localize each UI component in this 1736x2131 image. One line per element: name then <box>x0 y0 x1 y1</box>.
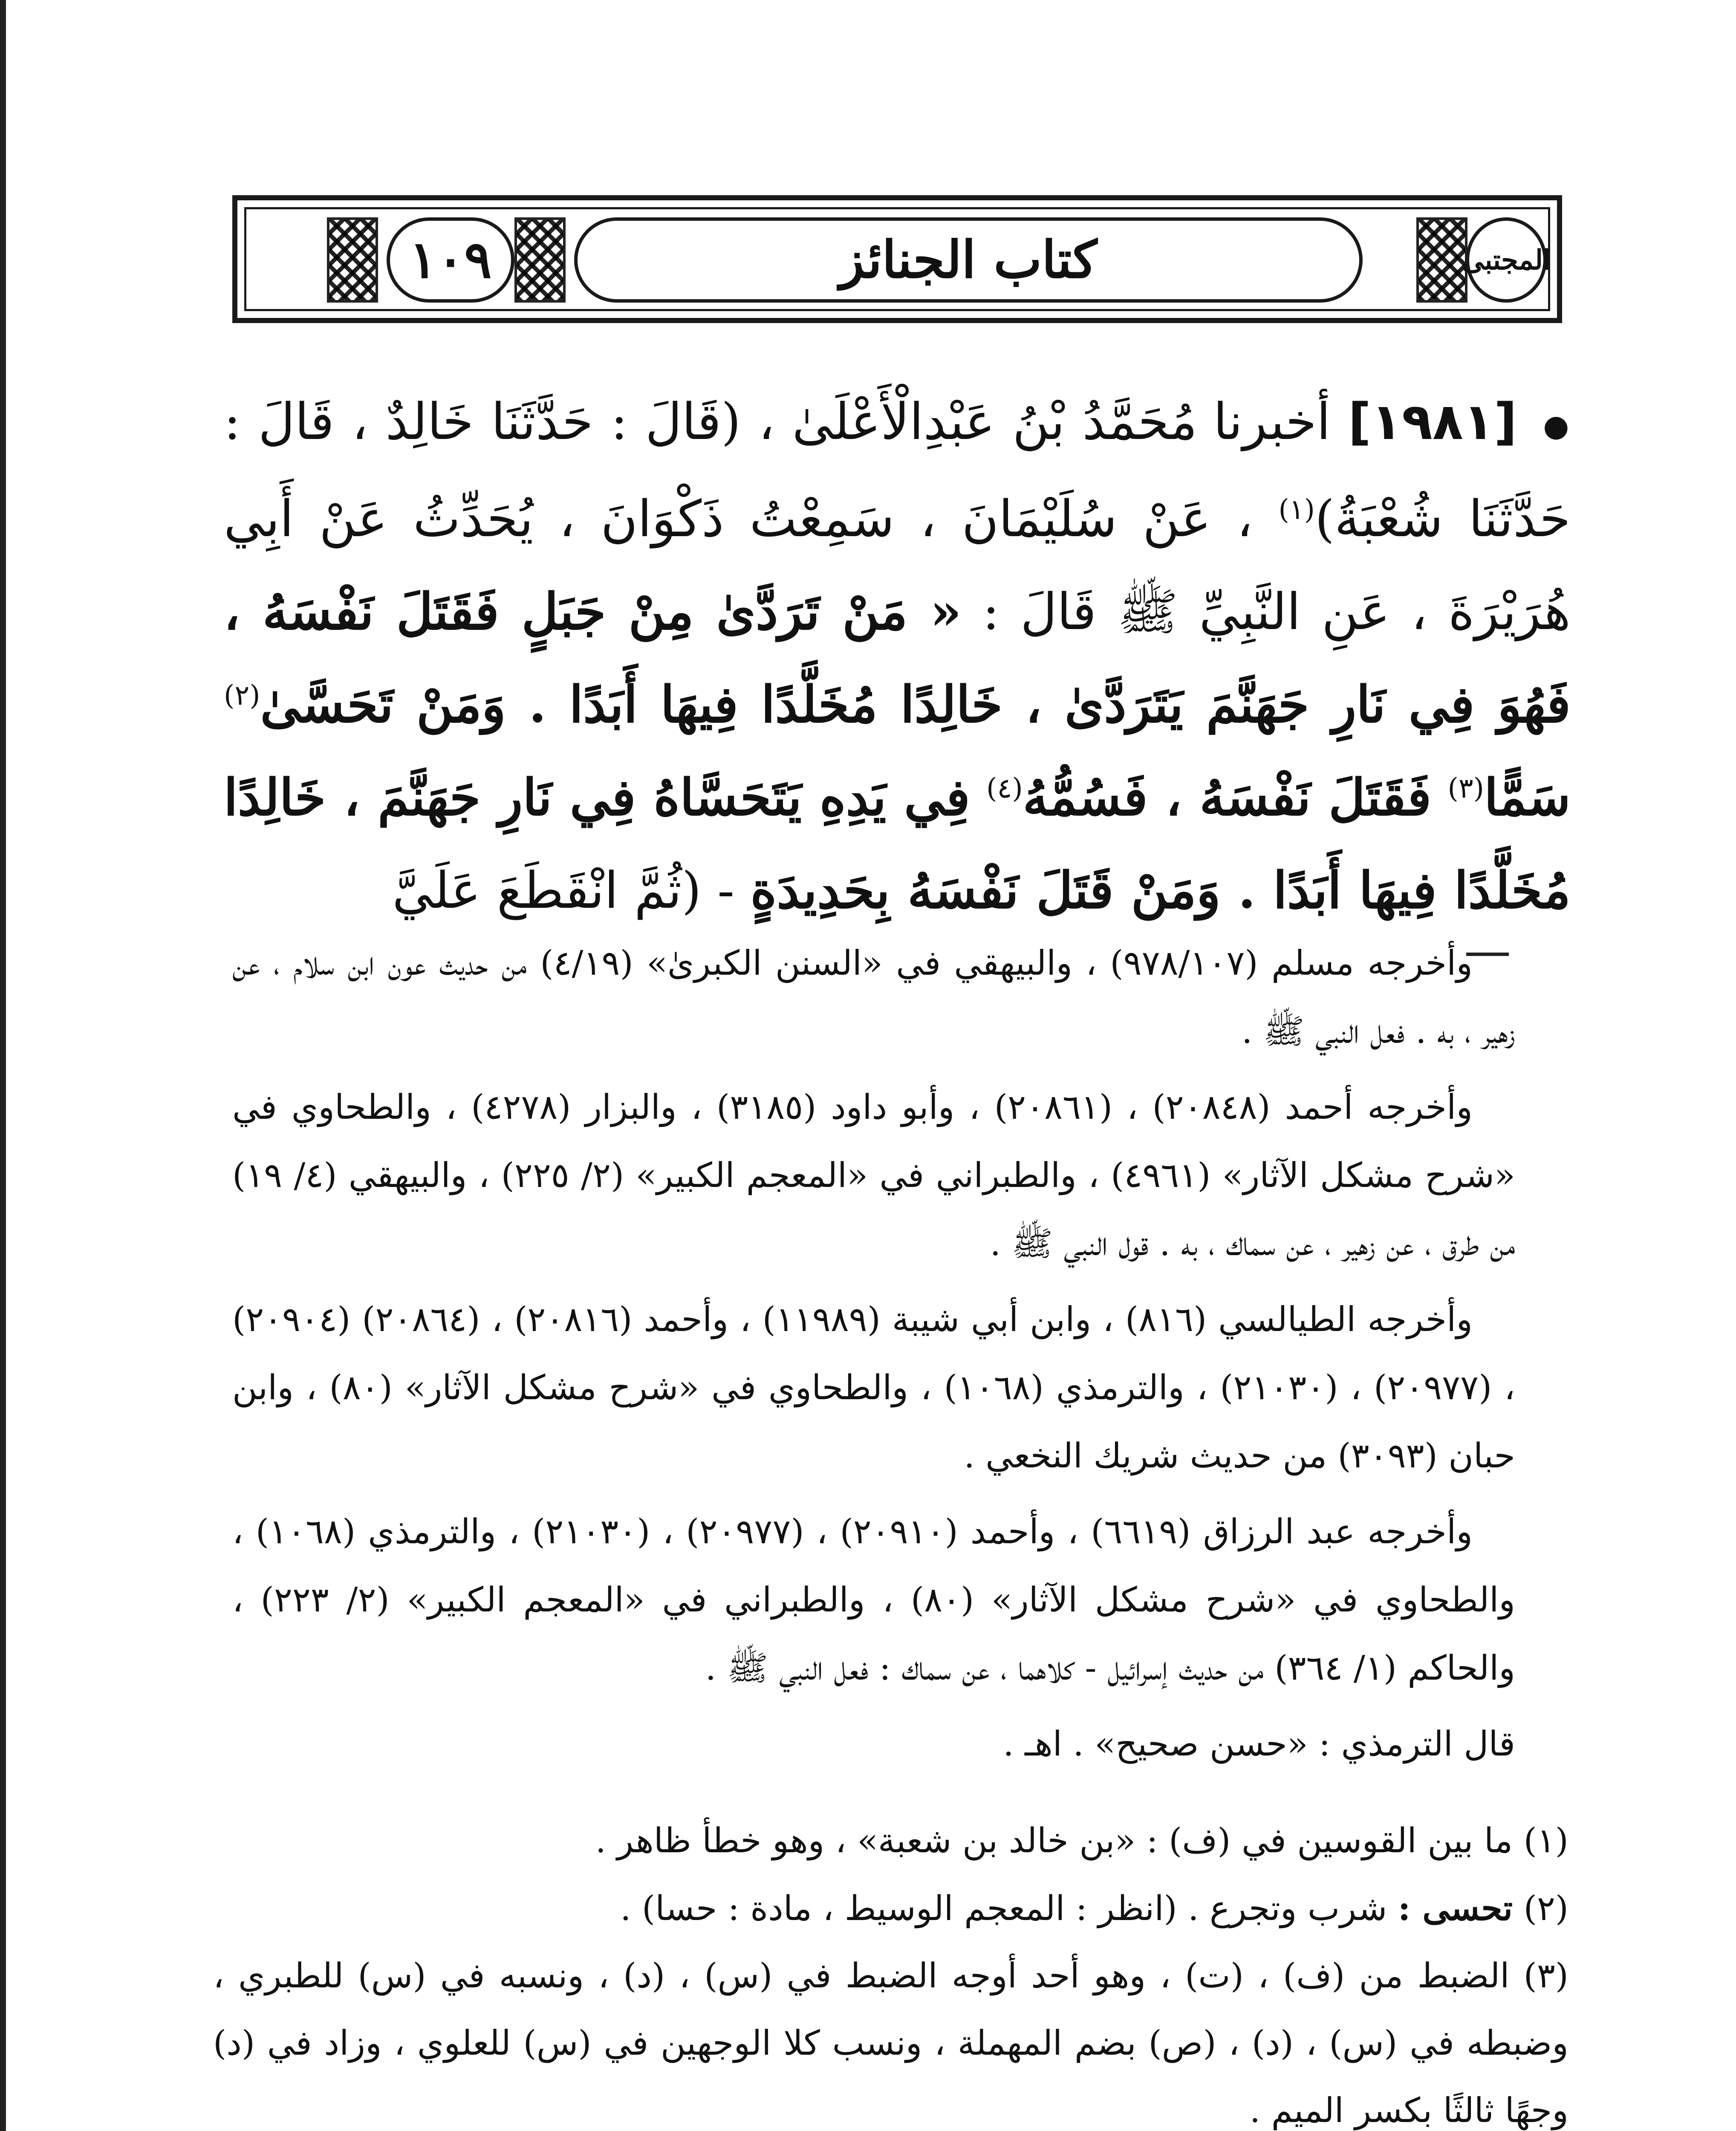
hadith-number: [١٩٨١] <box>1348 392 1517 451</box>
matn-ending: فِي يَدِهِ يَتَحَسَّاهُ فِي نَارِ جَهَنَّمَ ، خَالِدًا مُخَلَّدًا فِيهَا أَبَدًا . وَمَنْ قَتَلَ نَفْسَهُ بِحَدِيدَةٍ <box>224 768 1571 920</box>
matn-continued: فَقَتَلَ نَفْسَهُ ، فَسُمُّهُ <box>1023 768 1432 827</box>
footnote-text: شرب وتجرع . (انظر : المعجم الوسيط ، مادة : حسا) . <box>620 1888 1387 1928</box>
footnote-ref-2: (٢) <box>224 680 260 712</box>
footnote-text: الضبط من (ف) ، (ت) ، وهو أحد أوجه الضبط في (س) ، (د) ، ونسبه في (س) للطبري ، وضبطه في (س) ، (د) ، (ص) بضم المهملة ، ونسب كلا الوجهين في (س) للعلوي ، وزاد في (د) وجهًا ثالثًا بكسر الميم . <box>213 1956 1568 2130</box>
scan-edge <box>0 0 6 2131</box>
takhrij-paragraph: وأخرجه أحمد (٢٠٨٤٨) ، (٢٠٨٦١) ، وأبو داود (٣١٨٥) ، والبزار (٤٢٧٨) ، والطحاوي في «شرح مشكل الآثار» (٤٩٦١) ، والطبراني في «المعجم الكبير» (٢/ ٢٢٥) ، والبيهقي (٤/ ١٩) من طرق ، عن زهير ، عن سماك ، به . قول النبي ﷺ . <box>232 1087 1515 1263</box>
footnote-term: تحسى : <box>1398 1888 1513 1928</box>
ornament-knot-icon <box>1416 217 1467 303</box>
title-cartouche <box>574 217 1363 303</box>
book-title: كتاب الجنائز <box>839 230 1098 290</box>
tirmidhi-verdict: قال الترمذي : «حسن صحيح» . اهـ . <box>1003 1724 1515 1764</box>
footnote-ref-4: (٤) <box>986 773 1023 805</box>
footnote-marker: (٢) <box>1523 1888 1568 1928</box>
takhrij-paragraph: وأخرجه عبد الرزاق (٦٦١٩) ، وأحمد (٢٠٩١٠) ، (٢٠٩٧٧) ، (٢١٠٣٠) ، والترمذي (١٠٦٨) ، والطحاوي في «شرح مشكل الآثار» (٨٠) ، والطبراني في «المعجم الكبير» (٢/ ٢٢٣) ، والحاكم (١/ ٣٦٤) من حديث إسرائيل - كلاهما ، عن سماك : فعل النبي ﷺ . <box>232 1512 1516 1688</box>
bullet-icon: ● <box>1543 408 1571 444</box>
page-number: ١٠٩ <box>409 230 492 290</box>
footnote-marker: (٣) <box>1523 1956 1568 1995</box>
ornament-knot-icon <box>327 217 378 303</box>
takhrij-paragraph: وأخرجه مسلم (٩٧٨/١٠٧) ، والبيهقي في «السنن الكبرىٰ» (٤/١٩) من حديث عون ابن سلام ، عن زهير ، به . فعل النبي ﷺ . <box>232 943 1515 1051</box>
isnad-continued: ، عَنْ سُلَيْمَانَ ، سَمِعْتُ ذَكْوَانَ ، يُحَدِّثُ عَنْ أَبِي هُرَيْرَةَ ، عَنِ النَّبِيِّ ﷺ قَالَ : <box>224 489 1571 641</box>
series-logo <box>1462 217 1551 303</box>
matn-word: سَمًّا <box>1484 768 1571 827</box>
footnote-2 <box>213 1874 1568 1942</box>
footnotes <box>213 1807 1568 2131</box>
takhrij-paragraph: وأخرجه الطيالسي (٨١٦) ، وابن أبي شيبة (١١٩٨٩) ، وأحمد (٢٠٨١٦) ، (٢٠٨٦٤) (٢٠٩٠٤) ، (٢٠٩٧٧) ، (٢١٠٣٠) ، والترمذي (١٠٦٨) ، والطحاوي في «شرح مشكل الآثار» (٨٠) ، وابن حبان (٣٠٩٣) من حديث شريك النخعي . <box>232 1299 1515 1476</box>
footnote-ref-3: (٣) <box>1447 773 1484 805</box>
matn-break: - (ثُمَّ انْقَطَعَ عَلَيَّ <box>392 861 734 920</box>
page-header <box>232 195 1562 323</box>
footnote-marker: (١) <box>1523 1821 1568 1860</box>
hadith-text <box>224 375 1571 937</box>
isnad: أخبرنا مُحَمَّدُ بْنُ عَبْدِالْأَعْلَىٰ ، (قَالَ : حَدَّثَنَا خَالِدٌ ، قَالَ : حَدَّثَنَا شُعْبَةُ) <box>224 392 1571 549</box>
matn: « مَنْ تَرَدَّىٰ مِنْ جَبَلٍ فَقَتَلَ نَفْسَهُ ، فَهُوَ فِي نَارِ جَهَنَّمَ يَتَرَدَّىٰ ، خَالِدًا مُخَلَّدًا فِيهَا أَبَدًا . وَمَنْ تَحَسَّىٰ <box>224 582 1571 734</box>
series-logo-text: المجتبى <box>1462 244 1551 276</box>
footnote-ref-1: (١) <box>1278 494 1315 526</box>
footnote-text: ما بين القوسين في (ف) : «بن خالد بن شعبة» ، وهو خطأ ظاهر . <box>595 1821 1513 1860</box>
footnote-3 <box>213 1942 1568 2131</box>
ornament-knot-icon <box>514 217 566 303</box>
footnote-1 <box>213 1807 1568 1874</box>
page-number-cartouche <box>387 217 514 303</box>
takhrij-block <box>232 929 1515 1786</box>
